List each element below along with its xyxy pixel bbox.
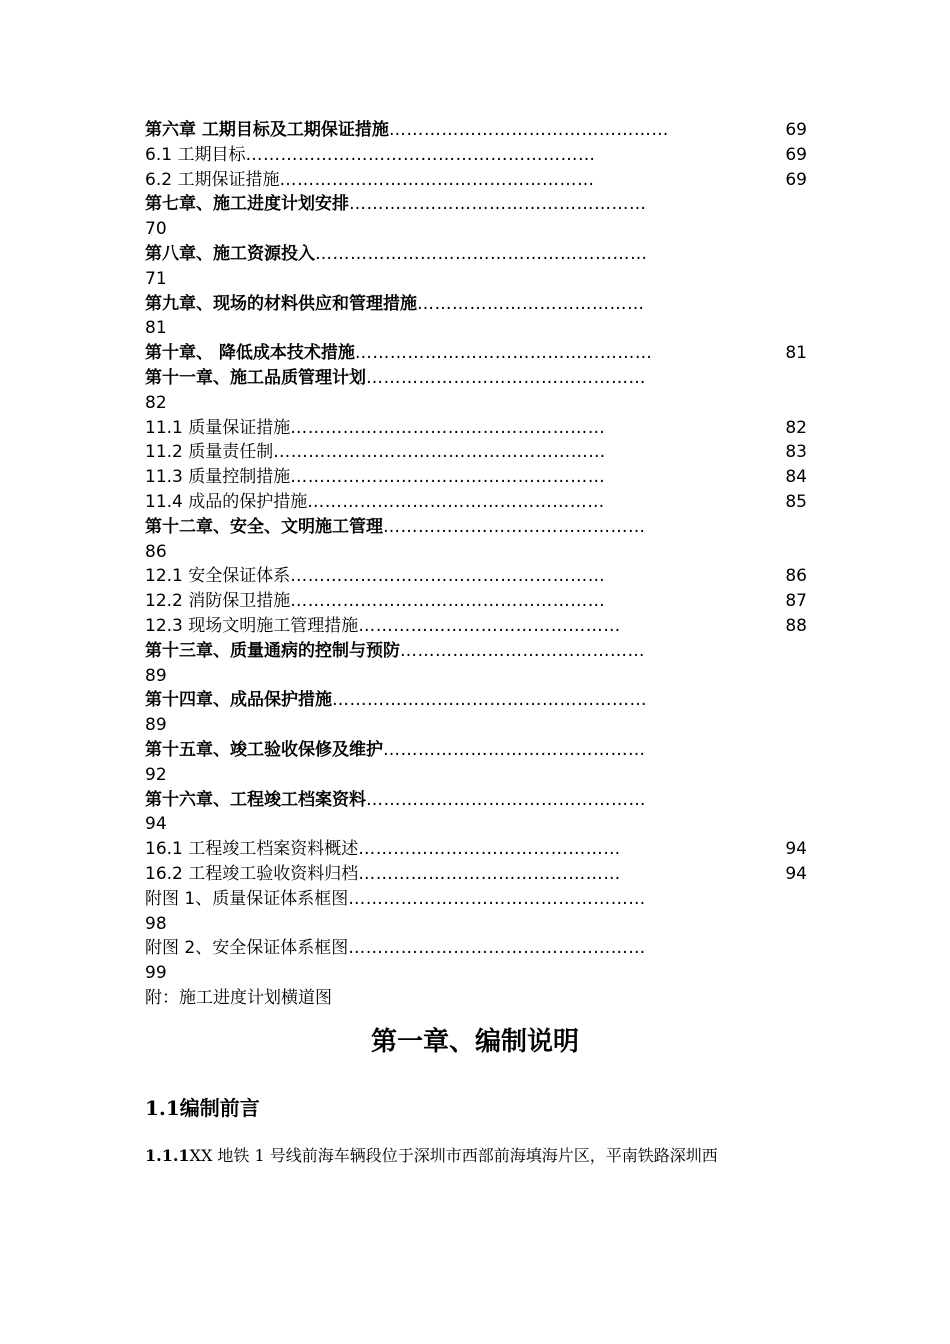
toc-entry-title: 6.1 工期目标 — [145, 144, 246, 165]
toc-entry[interactable] — [145, 366, 807, 391]
toc-entry[interactable] — [145, 936, 807, 961]
toc-entry-title: 16.2 工程竣工验收资料归档 — [145, 863, 359, 884]
toc-entry-title: 第七章、施工进度计划安排 — [145, 194, 349, 215]
toc-page-number: 81 — [145, 318, 167, 339]
toc-entry[interactable] — [145, 341, 807, 366]
toc-page-number: 71 — [145, 268, 167, 289]
section-heading: 1.1编制前言 — [145, 1096, 260, 1120]
toc-leader: ……………………………………… — [383, 516, 646, 537]
toc-leader: ……………………………………………… — [279, 169, 595, 190]
toc-entry[interactable] — [145, 292, 807, 317]
toc-entry-title: 附：施工进度计划横道图 — [145, 987, 332, 1008]
toc-leader: …………………………………………… — [354, 343, 653, 364]
toc-page-number: 81 — [785, 343, 807, 364]
toc-entry[interactable] — [145, 688, 807, 713]
toc-entry[interactable] — [145, 242, 807, 267]
toc-leader: …………………………………………… — [349, 194, 647, 215]
toc-leader: …………………………………………… — [307, 491, 605, 512]
toc-entry-title: 第十六章、工程竣工档案资料 — [145, 789, 366, 810]
toc-entry[interactable] — [145, 887, 807, 912]
toc-leader: ……………………………………… — [358, 615, 621, 636]
body-paragraph — [145, 1142, 815, 1170]
toc-entry-title: 第十三章、质量通病的控制与预防 — [145, 640, 400, 661]
paragraph-number: 1.1.1 — [145, 1146, 190, 1165]
toc-page-number: 88 — [785, 615, 807, 636]
toc-entry[interactable] — [145, 614, 807, 639]
toc-leader: ……………………………………………… — [332, 690, 647, 711]
toc-leader: …………………………………………… — [348, 938, 646, 959]
toc-page-number: 69 — [785, 120, 807, 140]
toc-leader: …………………………………………… — [348, 888, 646, 909]
toc-page-number: 82 — [785, 417, 807, 438]
toc-page-number: 89 — [145, 665, 167, 686]
toc-entry[interactable] — [145, 192, 807, 217]
toc-page-number: 83 — [785, 442, 807, 463]
toc-entry[interactable] — [145, 589, 807, 614]
toc-leader: …………………………………………………… — [245, 144, 596, 165]
toc-entry-title: 第十二章、安全、文明施工管理 — [145, 516, 383, 537]
toc-entry-title: 11.2 质量责任制 — [145, 442, 274, 463]
toc-entry[interactable] — [145, 986, 807, 1011]
toc-entry[interactable] — [145, 440, 807, 465]
chapter-heading: 第一章、编制说明 — [370, 1027, 579, 1057]
toc-page-number: 82 — [145, 392, 167, 413]
toc-entry[interactable] — [145, 465, 807, 490]
toc-entry[interactable] — [145, 515, 807, 540]
toc-leader: ……………………………………………… — [290, 566, 606, 587]
toc-entry-title: 第十章、 降低成本技术措施 — [145, 343, 355, 364]
toc-entry[interactable] — [145, 490, 807, 515]
toc-entry-title: 第八章、施工资源投入 — [145, 243, 315, 264]
toc-leader: …………………………………… — [400, 640, 645, 661]
toc-entry-title: 11.4 成品的保护措施 — [145, 491, 308, 512]
toc-leader: ………………………………………………… — [315, 243, 648, 264]
toc-page-number: 87 — [785, 591, 807, 612]
toc-entry-title: 第十五章、竣工验收保修及维护 — [145, 739, 383, 760]
toc-leader: ……………………………………… — [383, 739, 646, 760]
toc-leader: ………………………………………………… — [273, 442, 606, 463]
toc-leader: ……………………………………………… — [290, 591, 606, 612]
toc-entry[interactable] — [145, 564, 807, 589]
toc-page-number: 84 — [785, 467, 807, 488]
toc-entry-title: 附图 1、质量保证体系框图 — [145, 888, 349, 909]
toc-page-number: 99 — [145, 963, 167, 984]
toc-entry[interactable] — [145, 143, 807, 168]
toc-entry[interactable] — [145, 639, 807, 664]
toc-entry-title: 第十四章、成品保护措施 — [145, 690, 332, 711]
toc-page-number: 85 — [785, 491, 807, 512]
toc-leader: ……………………………………… — [358, 863, 621, 884]
toc-leader: ……………………………………… — [358, 839, 621, 860]
toc-entry-title: 第六章 工期目标及工期保证措施 — [145, 120, 389, 140]
toc-page-number: 86 — [145, 541, 167, 562]
toc-entry-title: 12.2 消防保卫措施 — [145, 591, 291, 612]
toc-entry[interactable] — [145, 738, 807, 763]
toc-page-number: 70 — [145, 219, 167, 240]
toc-page-number: 92 — [145, 764, 167, 785]
toc-entry[interactable] — [145, 416, 807, 441]
toc-page-number: 69 — [785, 169, 807, 190]
paragraph-text: XX 地铁 1 号线前海车辆段位于深圳市西部前海填海片区，平南铁路深圳西 — [189, 1146, 718, 1165]
toc-entry[interactable] — [145, 862, 807, 887]
toc-page-number: 69 — [785, 144, 807, 165]
toc-entry-title: 第十一章、施工品质管理计划 — [145, 367, 366, 388]
toc-entry-title: 11.3 质量控制措施 — [145, 467, 291, 488]
toc-page-number: 94 — [785, 863, 807, 884]
toc-leader: ………………………………………… — [366, 789, 646, 810]
toc-leader: ………………………………… — [417, 293, 645, 314]
toc-entry-title: 6.2 工期保证措施 — [145, 169, 280, 190]
toc-entry-title: 16.1 工程竣工档案资料概述 — [145, 839, 359, 860]
toc-entry-title: 第九章、现场的材料供应和管理措施 — [145, 293, 417, 314]
toc-entry[interactable] — [145, 168, 807, 193]
toc-entry-title: 12.3 现场文明施工管理措施 — [145, 615, 359, 636]
toc-leader: ………………………………………… — [388, 120, 669, 140]
toc-leader: ………………………………………… — [366, 367, 646, 388]
table-of-contents — [145, 118, 807, 1011]
toc-page-number: 89 — [145, 715, 167, 736]
toc-entry-title: 附图 2、安全保证体系框图 — [145, 938, 349, 959]
toc-entry[interactable] — [145, 837, 807, 862]
toc-entry-title: 11.1 质量保证措施 — [145, 417, 291, 438]
toc-entry[interactable] — [145, 788, 807, 813]
toc-leader: ……………………………………………… — [290, 467, 606, 488]
toc-entry-title: 12.1 安全保证体系 — [145, 566, 291, 587]
toc-page-number: 94 — [785, 839, 807, 860]
toc-leader: ……………………………………………… — [290, 417, 606, 438]
toc-page-number: 98 — [145, 913, 167, 934]
toc-page-number: 94 — [145, 814, 167, 835]
toc-entry[interactable] — [145, 118, 807, 143]
toc-page-number: 86 — [785, 566, 807, 587]
